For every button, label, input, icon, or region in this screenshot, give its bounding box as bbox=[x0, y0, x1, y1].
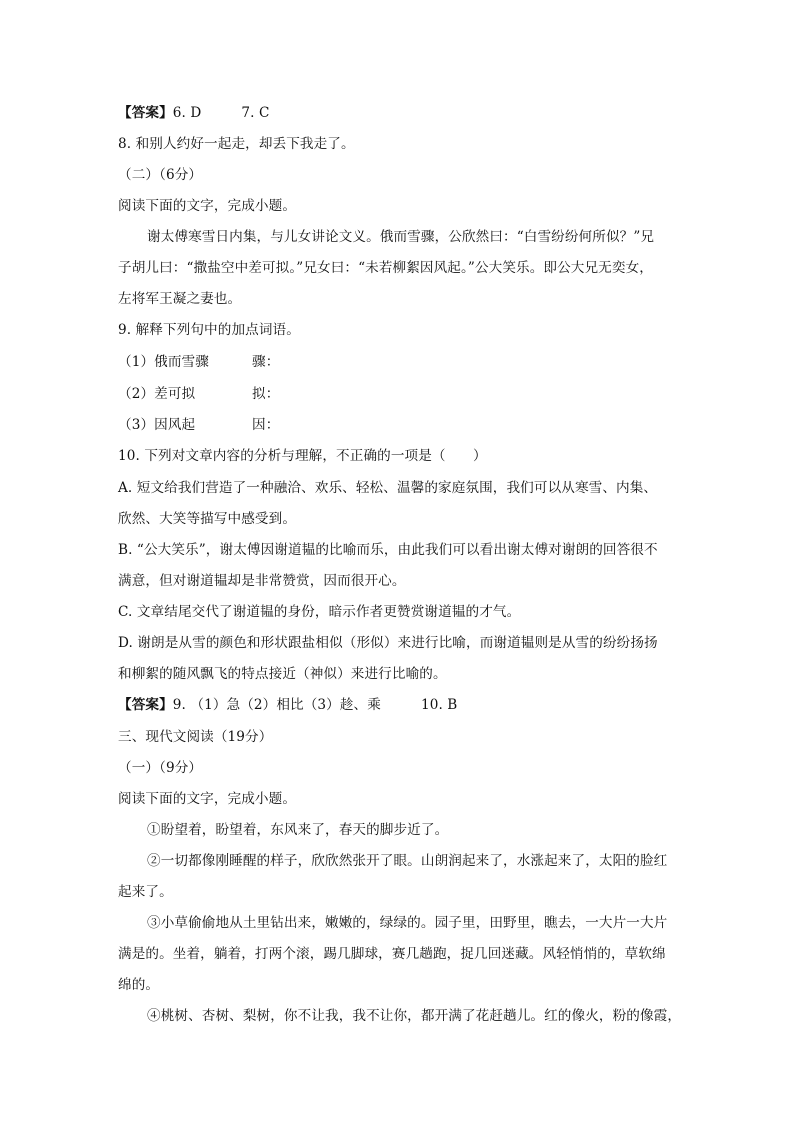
question-9-stem: 9. 解释下列句中的加点词语。 bbox=[118, 322, 300, 338]
q10-option-line: 欣然、大笑等描写中感受到。 bbox=[118, 511, 297, 527]
subsection-1-header: （一）（9分） bbox=[118, 760, 203, 776]
passage-2-line: ③小草偷偷地从土里钻出来，嫩嫩的，绿绿的。园子里，田野里，瞧去，一大片一大片 bbox=[147, 915, 668, 931]
answer-9: 9. （1）急（2）相比（3）趁、乘 bbox=[172, 697, 381, 713]
question-9-item bbox=[118, 384, 279, 404]
q9-word: 拟： bbox=[252, 386, 280, 402]
q10-option-line: D. 谢朗是从雪的颜色和形状跟盐相似（形似）来进行比喻，而谢道韫则是从雪的纷纷扬扬 bbox=[118, 635, 658, 651]
passage-2-line: ④桃树、杏树、梨树，你不让我，我不让你，都开满了花赶趟儿。红的像火，粉的像霞， bbox=[147, 1008, 682, 1024]
answer-10: 10. B bbox=[420, 697, 458, 713]
q10-option-line: 和柳絮的随风飘飞的特点接近（神似）来进行比喻的。 bbox=[118, 666, 447, 682]
answer-7: 7. C bbox=[241, 105, 270, 121]
question-9-item bbox=[118, 352, 279, 372]
passage-2-line: 起来了。 bbox=[118, 884, 173, 900]
q9-phrase: （2）差可拟 bbox=[118, 386, 196, 402]
q9-phrase: （3）因风起 bbox=[118, 417, 196, 433]
question-9-item bbox=[118, 415, 279, 435]
answer-tag: 【答案】 bbox=[118, 105, 173, 121]
answer-tag: 【答案】 bbox=[118, 697, 173, 713]
answer-line-2 bbox=[118, 695, 457, 715]
passage-1-line: 左将军王凝之妻也。 bbox=[118, 291, 242, 307]
passage-2-line: 绵的。 bbox=[118, 977, 160, 993]
question-8: 8. 和别人约好一起走，却丢下我走了。 bbox=[118, 136, 355, 152]
section-3-header: 三、现代文阅读（19分） bbox=[118, 729, 273, 745]
passage-2-line: ②一切都像刚睡醒的样子，欣欣然张开了眼。山朗润起来了，水涨起来了，太阳的脸红 bbox=[147, 853, 668, 869]
section-2-header: （二）（6分） bbox=[118, 167, 203, 183]
q9-phrase: （1）俄而雪骤 bbox=[118, 354, 209, 370]
instruction-1: 阅读下面的文字，完成小题。 bbox=[118, 198, 297, 214]
passage-2-line: ①盼望着，盼望着，东风来了，春天的脚步近了。 bbox=[147, 822, 449, 838]
passage-1-line: 谢太傅寒雪日内集，与儿女讲论文义。俄而雪骤，公欣然曰：“白雪纷纷何所似？”兄 bbox=[147, 229, 655, 245]
instruction-2: 阅读下面的文字，完成小题。 bbox=[118, 791, 297, 807]
q9-word: 骤： bbox=[252, 354, 280, 370]
passage-2-line: 满是的。坐着，躺着，打两个滚，踢几脚球，赛几趟跑，捉几回迷藏。风轻悄悄的，草软绵 bbox=[118, 946, 666, 962]
q9-word: 因： bbox=[252, 417, 280, 433]
passage-1-line: 子胡儿曰：“撒盐空中差可拟。”兄女曰：“未若柳絮因风起。”公大笑乐。即公大兄无奕女， bbox=[118, 260, 653, 276]
question-10-stem: 10. 下列对文章内容的分析与理解，不正确的一项是（ ） bbox=[118, 448, 487, 464]
answer-line-1 bbox=[118, 103, 269, 123]
q10-option-line: B. “公大笑乐”，谢太傅因谢道韫的比喻而乐，由此我们可以看出谢太傅对谢朗的回答很不 bbox=[118, 542, 658, 558]
q10-option-line: A. 短文给我们营造了一种融洽、欢乐、轻松、温馨的家庭氛围，我们可以从寒雪、内集、 bbox=[118, 480, 658, 496]
q10-option-line: 满意，但对谢道韫却是非常赞赏，因而很开心。 bbox=[118, 573, 406, 589]
q10-option-line: C. 文章结尾交代了谢道韫的身份，暗示作者更赞赏谢道韫的才气。 bbox=[118, 604, 521, 620]
answer-6: 6. D bbox=[172, 105, 202, 121]
